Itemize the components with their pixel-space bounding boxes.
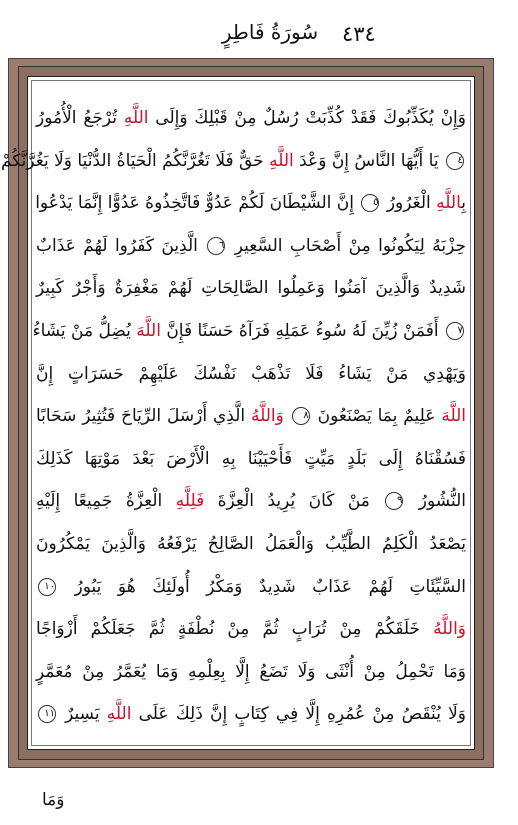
text-line bbox=[36, 226, 466, 266]
ayah-marker: ٨ bbox=[292, 407, 310, 425]
verse-text: عَلِيمٌ بِمَا يَصْنَعُونَ bbox=[311, 406, 442, 427]
catchword: وَمَا bbox=[42, 790, 65, 810]
verse-text: النُّشُورُ bbox=[405, 491, 466, 512]
text-line bbox=[0, 141, 466, 181]
divine-name-word: اللَّهَ bbox=[136, 321, 161, 341]
verse-text: يَا أَيُّهَا النَّاسُ إِنَّ وَعْدَ bbox=[293, 150, 444, 171]
verse-text: خَلَقَكُمْ مِنْ تُرَابٍ ثُمَّ مِنْ نُطْفَةٍ ثُمَّ جَعَلَكُمْ أَزْوَاجًا bbox=[36, 619, 434, 640]
text-line bbox=[36, 268, 466, 308]
text-line bbox=[36, 98, 466, 138]
divine-name-word: اللَّهِ bbox=[269, 150, 294, 171]
verse-text: الَّذِينَ كَفَرُوا لَهُمْ عَذَابٌ bbox=[36, 235, 206, 256]
ayah-marker: ٥ bbox=[361, 194, 379, 212]
divine-name-word: اللَّهِ bbox=[123, 108, 149, 128]
verse-text: حَقٌّ فَلَا تَغُرَّنَّكُمُ الْحَيَاةُ الدُّنْيَا وَلَا يَغُرَّنَّكُمْ bbox=[0, 150, 270, 171]
divine-name-word: اللَّهَ bbox=[441, 406, 466, 427]
verse-text: وَيَهْدِي مَنْ يَشَاءُ فَلَا تَذْهَبْ نَفْسُكَ عَلَيْهِمْ حَسَرَاتٍ إِنَّ bbox=[36, 363, 466, 384]
text-line bbox=[36, 439, 466, 479]
verse-text: الَّذِي أَرْسَلَ الرِّيَاحَ فَتُثِيرُ سَحَابًا bbox=[36, 406, 251, 427]
text-line bbox=[36, 481, 466, 521]
verse-text: بِ bbox=[461, 193, 466, 214]
page-number: ٤٣٤ bbox=[342, 22, 376, 46]
text-line bbox=[36, 694, 466, 734]
quran-text-block bbox=[0, 98, 466, 738]
ayah-marker: ١٠ bbox=[38, 578, 56, 596]
verse-text: السَّيِّئَاتِ لَهُمْ عَذَابٌ شَدِيدٌ وَمَكْرُ أُولَئِكَ هُوَ يَبُورُ bbox=[58, 576, 466, 597]
ayah-marker: ٧ bbox=[446, 322, 464, 340]
verse-text: أَفَمَنْ زُيِّنَ لَهُ سُوءُ عَمَلِهِ فَرَآهُ حَسَنًا فَإِنَّ bbox=[160, 321, 444, 341]
divine-name-word: فَلِلَّهِ bbox=[175, 491, 205, 512]
verse-text: تُرْجَعُ الْأُمُورُ bbox=[36, 108, 124, 128]
verse-text: يُضِلُّ مَنْ يَشَاءُ bbox=[32, 321, 137, 341]
text-line bbox=[36, 609, 466, 649]
text-line bbox=[36, 354, 466, 394]
divine-name-word: اللَّهِ bbox=[106, 704, 132, 725]
surah-title: سُورَةُ فَاطِرٍ bbox=[221, 20, 319, 44]
verse-text bbox=[284, 406, 290, 426]
text-line bbox=[36, 183, 466, 223]
divine-name-word: وَاللَّهُ bbox=[251, 406, 284, 427]
verse-text: الْغَرُورُ bbox=[381, 193, 437, 214]
ayah-marker: ١١ bbox=[38, 705, 56, 723]
ayah-marker: ٦ bbox=[207, 237, 225, 255]
verse-text: حِزْبَهُ لِيَكُونُوا مِنْ أَصْحَابِ السَّعِيرِ bbox=[227, 235, 466, 256]
verse-text: شَدِيدٌ وَالَّذِينَ آمَنُوا وَعَمِلُوا الصَّالِحَاتِ لَهُمْ مَغْفِرَةٌ وَأَجْرٌ كَبِيرٌ bbox=[36, 278, 466, 299]
ayah-marker: ٤ bbox=[446, 152, 464, 170]
verse-text: مَنْ كَانَ يُرِيدُ الْعِزَّةَ bbox=[204, 491, 384, 512]
divine-name-word: اللَّهِ bbox=[436, 193, 462, 214]
text-line bbox=[36, 652, 466, 692]
verse-text: يَسِيرٌ bbox=[58, 704, 107, 725]
verse-text: يَصْعَدُ الْكَلِمُ الطَّيِّبُ وَالْعَمَلُ الصَّالِحُ يَرْفَعُهُ وَالَّذِينَ يَمْكُرُونَ bbox=[36, 534, 466, 554]
verse-text: وَمَا تَحْمِلُ مِنْ أُنْثَى وَلَا تَضَعُ إِلَّا بِعِلْمِهِ وَمَا يُعَمَّرُ مِنْ مُعَمَّرٍ bbox=[36, 661, 466, 682]
verse-text: إِنَّ الشَّيْطَانَ لَكُمْ عَدُوٌّ فَاتَّخِذُوهُ عَدُوًّا إِنَّمَا يَدْعُوا bbox=[35, 193, 360, 214]
text-line bbox=[36, 567, 466, 607]
text-line bbox=[36, 524, 466, 564]
verse-text: وَإِنْ يُكَذِّبُوكَ فَقَدْ كُذِّبَتْ رُسُلٌ مِنْ قَبْلِكَ وَإِلَى bbox=[148, 108, 466, 128]
verse-text: وَلَا يُنْقَصُ مِنْ عُمُرِهِ إِلَّا فِي كِتَابٍ إِنَّ ذَلِكَ عَلَى bbox=[131, 704, 466, 725]
divine-name-word: وَاللَّهُ bbox=[433, 619, 466, 640]
text-line bbox=[36, 396, 466, 436]
verse-text: فَسُقْنَاهُ إِلَى بَلَدٍ مَيِّتٍ فَأَحْيَيْنَا بِهِ الْأَرْضَ بَعْدَ مَوْتِهَا كَذَلِكَ bbox=[36, 448, 466, 469]
text-line bbox=[32, 311, 466, 351]
verse-text: الْعِزَّةُ جَمِيعًا إِلَيْهِ bbox=[36, 491, 176, 512]
ayah-marker: ٩ bbox=[385, 492, 403, 510]
